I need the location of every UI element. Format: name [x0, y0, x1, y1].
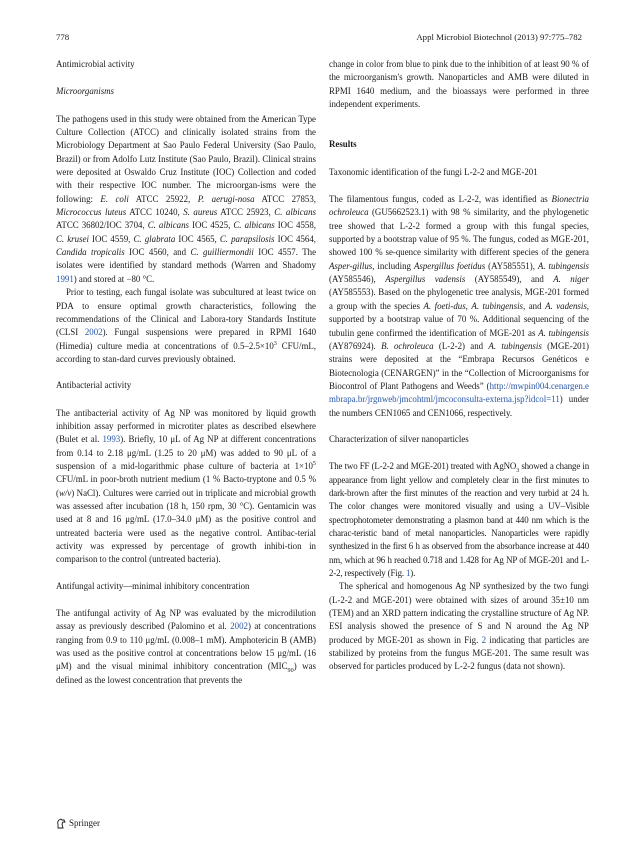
collection-url-link[interactable]: http://mwpin004.cenargen.embrapa.br/jrgnweb/jmcohtml/jmcoconsulta-externa.jsp?idcol=11 — [329, 380, 589, 405]
subsection-heading-antifungal: Antifungal activity—minimal inhibitory concentration — [56, 580, 250, 591]
citation-link-palomino-2002[interactable]: 2002 — [230, 621, 248, 632]
paragraph-agno3-reaction: The two FF (L-2-2 and MGE-201) treated with AgNO$_3$ showed a change in appearance from light yellow and completely clear in the first minutes to dark-brown after the first minutes of the reaction and very turbid at 24 h. The color changes were monitored visually and using a UV–Visible spectrophotometer demonstrating a plasmon band at 440 nm which is the charac-teristic band of metal nanoparticles. Nanoparticles were rapidly synthesized in the first 6 h as observed from the absorbance increase at 440 nm, which at 96 h reached 0.718 and 1.428 for Ag NP of MGE-201 and L-2-2, respectively (Fig. 1). — [329, 461, 589, 578]
springer-horse-icon — [56, 818, 66, 829]
paragraph-antifungal: The antifungal activity of Ag NP was evaluated by the microdilution assay as previously described (Palomino et al. 2002) at concentrations ranging from 0.9 to 110 μg/mL (0.008–1 mM). Amphotericin B (AMB) was used as the positive control at concentrations below 15 μg/mL (16 μM) and the visual minimal inhibitory concentration $(MIC_{90})$ was defined as the lowest concentration that prevents the — [56, 608, 316, 685]
citation-link-1993[interactable]: 1993 — [102, 434, 121, 445]
section-heading-results: Results — [329, 139, 357, 150]
page-footer — [56, 816, 100, 830]
subsection-heading-microorganisms: Microorganisms — [56, 86, 115, 97]
page-header — [56, 30, 582, 44]
section-heading-antimicrobial: Antimicrobial activity — [56, 59, 135, 69]
paragraph-color-change: change in color from blue to pink due to the inhibition of at least 90 % of the microorganism's growth. Nanoparticles and AMB were diluted in RPMI 1640 medium, and the bioassays were performed in three independent experiments. — [329, 59, 589, 110]
subsection-heading-antibacterial: Antibacterial activity — [56, 380, 132, 391]
left-column — [56, 58, 316, 687]
figure-link-2[interactable]: 2 — [481, 634, 487, 645]
subsection-heading-characterization: Characterization of silver nanoparticles — [329, 433, 469, 444]
paragraph-ag-np-size: The spherical and homogenous Ag NP synthesized by the two fungi (L-2-2 and MGE-201) were obtained with sizes of around 35±10 nm (TEM) and an XRD pattern indicating the crystalline structure of Ag NP. ESI analysis showed the presence of S and N around the Ag NP produced by MGE-201 as shown in Fig. 2 indicating that particles are stabilized by proteins from the fungus MGE-201. The same result was observed for particles produced by L-2-2 fungus (data not shown). — [329, 581, 589, 672]
paragraph-taxonomic: The filamentous fungus, coded as L-2-2, was identified as Bionectria ochroleuca (GU5662523.1) with 98 % similarity, and the phylogenetic tree showed that L-2-2 formed a group with this fungal species, supported by a bootstrap value of 95 %. The fungus, coded as MGE-201, showed 100 % se-quence similarity with different species of the genera Asper-gillus, including Aspergillus foetidus (AY585551), A. tubingensis (AY585546), Aspergillus vadensis (AY585549), and A. niger (AY585553). Based on the phylogenetic tree analysis, MGE-201 formed a group with the species A. foeti-dus, A. tubingensis, and A. vadensis, supported by a bootstrap value of 70 %. Additional sequencing of the tubulin gene confirmed the identification of MGE-201 as A. tubingensis (AY876924). B. ochroleuca (L-2-2) and A. tubingensis (MGE-201) strains were deposited at the “Embrapa Recursos Genéticos e Biotecnologia (CENARGEN)” in the “Collection of Microorganisms for Biocontrol of Plant Pathogens and Weeds” (http://mwpin004.cenargen.embrapa.br/jrgnweb/jmcohtml/jmcoconsulta-externa.jsp?idcol=11) under the numbers CEN1065 and CEN1066, respectively. — [329, 194, 590, 418]
subsection-heading-taxonomic: Taxonomic identification of the fungi L-2-2 and MGE-201 — [329, 166, 538, 177]
journal-citation: Appl Microbiol Biotechnol (2013) 97:775–782 — [416, 32, 582, 42]
paragraph-pathogens: The pathogens used in this study were obtained from the American Type Culture Collection (ATCC) and clinically isolated strains from the Microbiology Department at Sao Paulo Federal University (Sao Paulo, Brazil) or from Adolfo Lutz Institute (Sao Paulo, Brazil). Clinical strains were deposited at Oswaldo Cruz Institute (IOC) Collection and coded with their respective IOC number. The microorgan-isms were the following: E. coli ATCC 25922, P. aerugi-nosa ATCC 27853, Micrococcus luteus ATCC 10240, S. aureus ATCC 25923, C. albicans ATCC 36802/IOC 3704, C. albicans IOC 4525, C. albicans IOC 4558, C. krusei IOC 4559, C. glabrata IOC 4565, C. parapsilosis IOC 4564, Candida tropicalis IOC 4560, and C. guilliermondii IOC 4557. The isolates were identified by standard methods (Warren and Shadomy 1991) and stored at −80 °C. — [56, 113, 317, 284]
paragraph-antibacterial: The antibacterial activity of Ag NP was monitored by liquid growth inhibition assay performed in microtiter plates as described elsewhere (Bulet et al. 1993). Briefly, 10 μL of Ag NP at different concentrations from 0.14 to 2.18 μg/mL (1.25 to 20 μM) was added to 90 μL of a suspension of a mid-logarithmic phase culture of bacteria at $1\times 10^5$ CFU/mL in poor-broth nutrient medium (1 % Bacto-tryptone and 0.5 % (w/v) NaCl). Cultures were carried out in triplicate and microbial growth was assessed after incubation (18 h, 150 rpm, 30 °C). Gentamicin was used at 8 and 16 μg/mL (17.0–34.0 μM) as the positive control and untreated bacteria were used as the negative control. Antibac-terial activity was expressed by percentage of growth inhibi-tion in comparison to the control (untreated bacteria). — [56, 407, 316, 565]
right-column — [329, 58, 589, 674]
citation-link-clsi-2002[interactable]: 2002 — [84, 327, 103, 338]
page-number: 778 — [56, 32, 70, 42]
figure-link-1[interactable]: 1 — [406, 568, 411, 578]
citation-link-1991[interactable]: 1991 — [56, 273, 74, 284]
paragraph-fungal-isolates: Prior to testing, each fungal isolate was subcultured at least twice on PDA to ensure optimal growth characteristics, following the recommendations of the Clinical and Labora-tory Standards Institute (CLSI 2002). Fungal suspensions were prepared in RPMI 1640 (Himedia) culture media at concentrations of $0.5-2.5\times 10^3$ CFU/mL, according to stan-dard curves previously obtained. — [56, 287, 317, 364]
publisher-name: Springer — [69, 818, 100, 828]
